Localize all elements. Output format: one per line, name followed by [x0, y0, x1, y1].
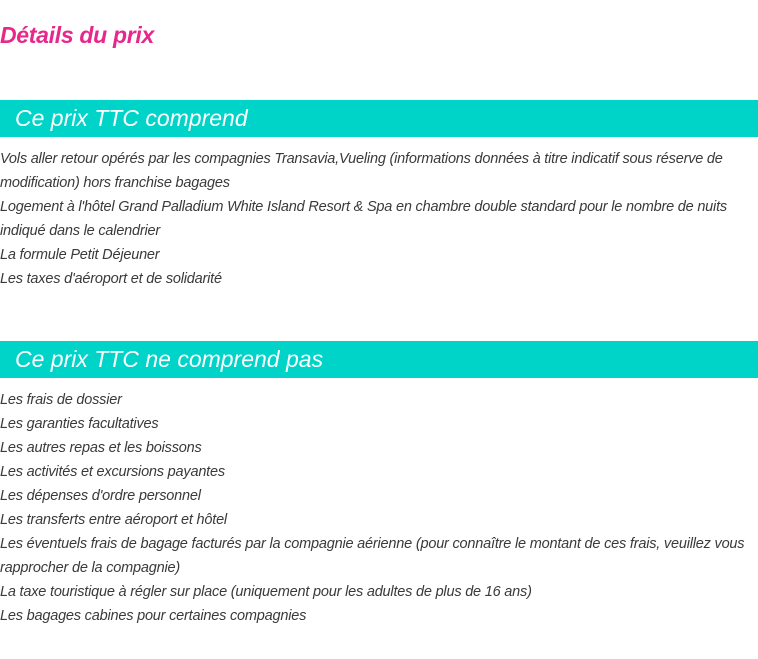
- included-items-list: [0, 147, 750, 291]
- page-title: Détails du prix: [0, 22, 154, 48]
- list-item: Les taxes d'aéroport et de solidarité: [0, 271, 222, 287]
- list-item: Les dépenses d'ordre personnel: [0, 488, 201, 504]
- included-section-header: Ce prix TTC comprend: [0, 100, 758, 137]
- list-item: Logement à l'hôtel Grand Palladium White Island Resort & Spa en chambre double standard pour le nombre de nuits indiqué dans le calendrier: [0, 199, 727, 239]
- list-item: Vols aller retour opérés par les compagnies Transavia,Vueling (informations données à titre indicatif sous réserve de modification) hors franchise bagages: [0, 151, 723, 191]
- list-item: La formule Petit Déjeuner: [0, 247, 160, 263]
- list-item: Les éventuels frais de bagage facturés par la compagnie aérienne (pour connaître le montant de ces frais, veuillez vous rapprocher de la compagnie): [0, 536, 745, 576]
- list-item: Les transferts entre aéroport et hôtel: [0, 512, 227, 528]
- excluded-section-header: Ce prix TTC ne comprend pas: [0, 341, 758, 378]
- list-item: Les autres repas et les boissons: [0, 440, 202, 456]
- list-item: Les garanties facultatives: [0, 416, 159, 432]
- list-item: La taxe touristique à régler sur place (uniquement pour les adultes de plus de 16 ans): [0, 584, 532, 600]
- excluded-items-list: [0, 388, 750, 628]
- list-item: Les frais de dossier: [0, 392, 122, 408]
- list-item: Les bagages cabines pour certaines compagnies: [0, 608, 307, 624]
- list-item: Les activités et excursions payantes: [0, 464, 225, 480]
